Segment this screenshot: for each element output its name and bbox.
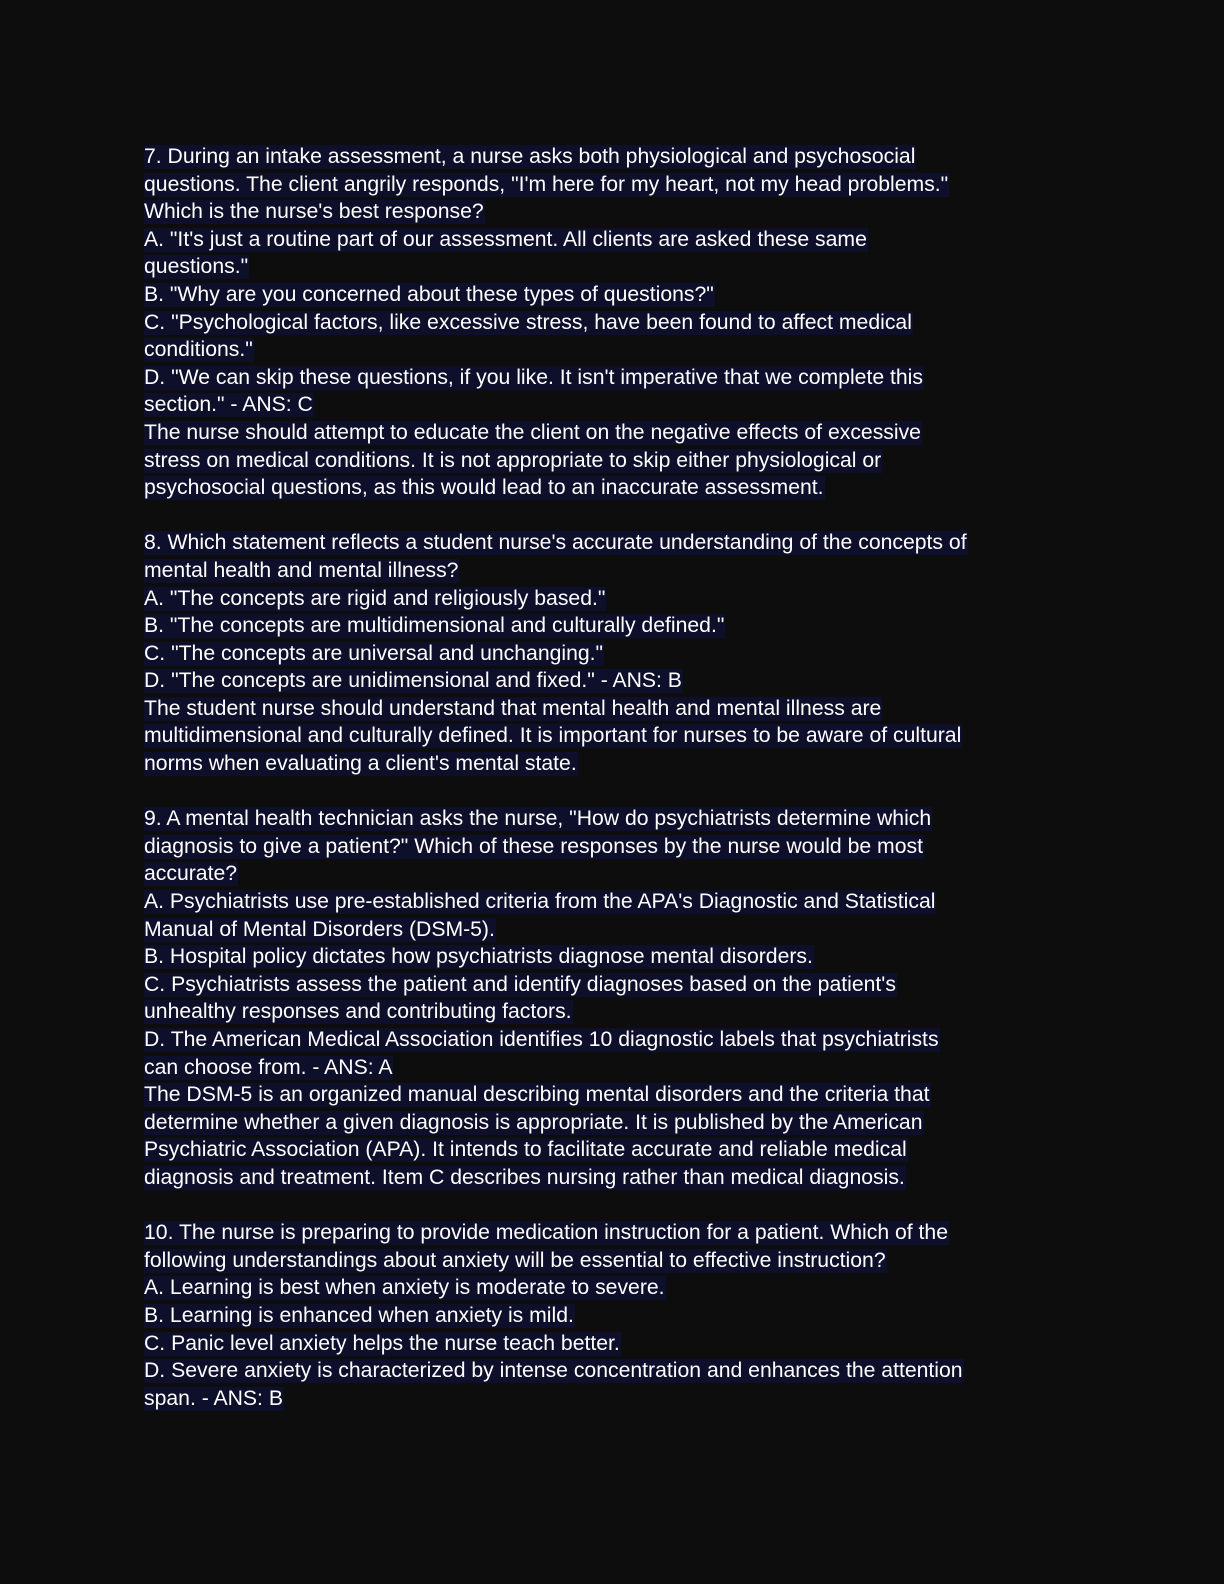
question-8 xyxy=(144,529,1084,777)
text-line xyxy=(144,474,1084,502)
line-text: 9. A mental health technician asks the nurse, "How do psychiatrists determine which xyxy=(144,807,932,831)
text-line xyxy=(144,998,1084,1026)
line-text: B. Learning is enhanced when anxiety is mild. xyxy=(144,1303,574,1327)
text-line xyxy=(144,1026,1084,1054)
text-line xyxy=(144,585,1084,613)
text-line xyxy=(144,888,1084,916)
line-text: 7. During an intake assessment, a nurse asks both physiological and psychosocial xyxy=(144,145,916,168)
text-line xyxy=(144,364,1084,392)
text-line xyxy=(144,1219,1084,1247)
line-text: D. "The concepts are unidimensional and fixed." - ANS: B xyxy=(144,669,682,693)
text-line xyxy=(144,529,1084,557)
text-line xyxy=(144,695,1084,723)
line-text: following understandings about anxiety will be essential to effective instruction? xyxy=(144,1248,886,1272)
text-line xyxy=(144,1357,1084,1385)
line-text: accurate? xyxy=(144,862,238,886)
text-line xyxy=(144,1274,1084,1302)
line-text: psychosocial questions, as this would lead to an inaccurate assessment. xyxy=(144,476,824,500)
line-text: B. "Why are you concerned about these types of questions?" xyxy=(144,282,714,306)
text-line xyxy=(144,253,1084,281)
line-text: A. Psychiatrists use pre-established criteria from the APA's Diagnostic and Statistical xyxy=(144,890,936,914)
line-text: A. Learning is best when anxiety is moderate to severe. xyxy=(144,1276,665,1300)
text-line xyxy=(144,1109,1084,1137)
question-10 xyxy=(144,1219,1084,1412)
line-text: conditions." xyxy=(144,338,253,362)
line-text: section." - ANS: C xyxy=(144,393,313,417)
line-text: B. Hospital policy dictates how psychiatrists diagnose mental disorders. xyxy=(144,945,813,969)
line-text: The nurse should attempt to educate the client on the negative effects of excessive xyxy=(144,420,921,444)
line-text: The student nurse should understand that mental health and mental illness are xyxy=(144,696,882,720)
text-line xyxy=(144,171,1084,199)
text-line xyxy=(144,336,1084,364)
text-line xyxy=(144,640,1084,668)
line-text: C. "Psychological factors, like excessive stress, have been found to affect medical xyxy=(144,310,912,334)
line-text: C. "The concepts are universal and unchanging." xyxy=(144,641,604,665)
line-text: unhealthy responses and contributing factors. xyxy=(144,1000,572,1024)
text-line xyxy=(144,1302,1084,1330)
line-text: mental health and mental illness? xyxy=(144,558,459,582)
question-7 xyxy=(144,143,1084,502)
text-line xyxy=(144,971,1084,999)
text-line xyxy=(144,860,1084,888)
line-text: span. - ANS: B xyxy=(144,1386,283,1410)
line-text: B. "The concepts are multidimensional and culturally defined." xyxy=(144,614,725,638)
text-line xyxy=(144,1330,1084,1358)
line-text: diagnosis and treatment. Item C describes nursing rather than medical diagnosis. xyxy=(144,1165,905,1189)
text-line xyxy=(144,226,1084,254)
text-line xyxy=(144,419,1084,447)
text-line xyxy=(144,1054,1084,1082)
text-line xyxy=(144,281,1084,309)
question-9 xyxy=(144,805,1084,1191)
line-text: determine whether a given diagnosis is appropriate. It is published by the American xyxy=(144,1110,923,1134)
line-text: Manual of Mental Disorders (DSM-5). xyxy=(144,917,495,941)
line-text: C. Panic level anxiety helps the nurse teach better. xyxy=(144,1331,620,1355)
text-line xyxy=(144,198,1084,226)
line-text: multidimensional and culturally defined. It is important for nurses to be aware of cultural xyxy=(144,724,962,748)
line-text: 8. Which statement reflects a student nurse's accurate understanding of the concepts of xyxy=(144,531,967,555)
text-line xyxy=(144,1164,1084,1192)
line-text: can choose from. - ANS: A xyxy=(144,1055,393,1079)
line-text: D. "We can skip these questions, if you like. It isn't imperative that we complete this xyxy=(144,365,923,389)
line-text: questions." xyxy=(144,255,249,279)
line-text: 10. The nurse is preparing to provide medication instruction for a patient. Which of the xyxy=(144,1221,948,1245)
line-text: Which is the nurse's best response? xyxy=(144,200,484,224)
text-line xyxy=(144,667,1084,695)
text-line xyxy=(144,1136,1084,1164)
paragraph-spacer xyxy=(144,778,1084,806)
text-line xyxy=(144,391,1084,419)
text-line xyxy=(144,722,1084,750)
text-line xyxy=(144,309,1084,337)
text-line xyxy=(144,916,1084,944)
line-text: Psychiatric Association (APA). It intends to facilitate accurate and reliable medical xyxy=(144,1138,907,1162)
line-text: The DSM-5 is an organized manual describing mental disorders and the criteria that xyxy=(144,1083,930,1107)
line-text: questions. The client angrily responds, "I'm here for my heart, not my head problems." xyxy=(144,172,949,196)
text-line xyxy=(144,1247,1084,1275)
line-text: C. Psychiatrists assess the patient and identify diagnoses based on the patient's xyxy=(144,972,896,996)
text-line xyxy=(144,1385,1084,1413)
text-line xyxy=(144,833,1084,861)
line-text: A. "The concepts are rigid and religiously based." xyxy=(144,586,606,610)
paragraph-spacer xyxy=(144,1192,1084,1220)
text-line xyxy=(144,612,1084,640)
line-text: D. Severe anxiety is characterized by intense concentration and enhances the attention xyxy=(144,1359,963,1383)
document-content xyxy=(144,143,1084,1412)
text-line xyxy=(144,143,1084,171)
text-line xyxy=(144,943,1084,971)
text-line xyxy=(144,750,1084,778)
line-text: D. The American Medical Association identifies 10 diagnostic labels that psychiatrists xyxy=(144,1028,939,1051)
text-line xyxy=(144,447,1084,475)
line-text: diagnosis to give a patient?" Which of these responses by the nurse would be most xyxy=(144,834,923,858)
line-text: norms when evaluating a client's mental state. xyxy=(144,752,577,776)
paragraph-spacer xyxy=(144,502,1084,530)
text-line xyxy=(144,805,1084,833)
text-line xyxy=(144,1081,1084,1109)
line-text: A. "It's just a routine part of our assessment. All clients are asked these same xyxy=(144,227,867,251)
line-text: stress on medical conditions. It is not appropriate to skip either physiological or xyxy=(144,448,882,472)
text-line xyxy=(144,557,1084,585)
